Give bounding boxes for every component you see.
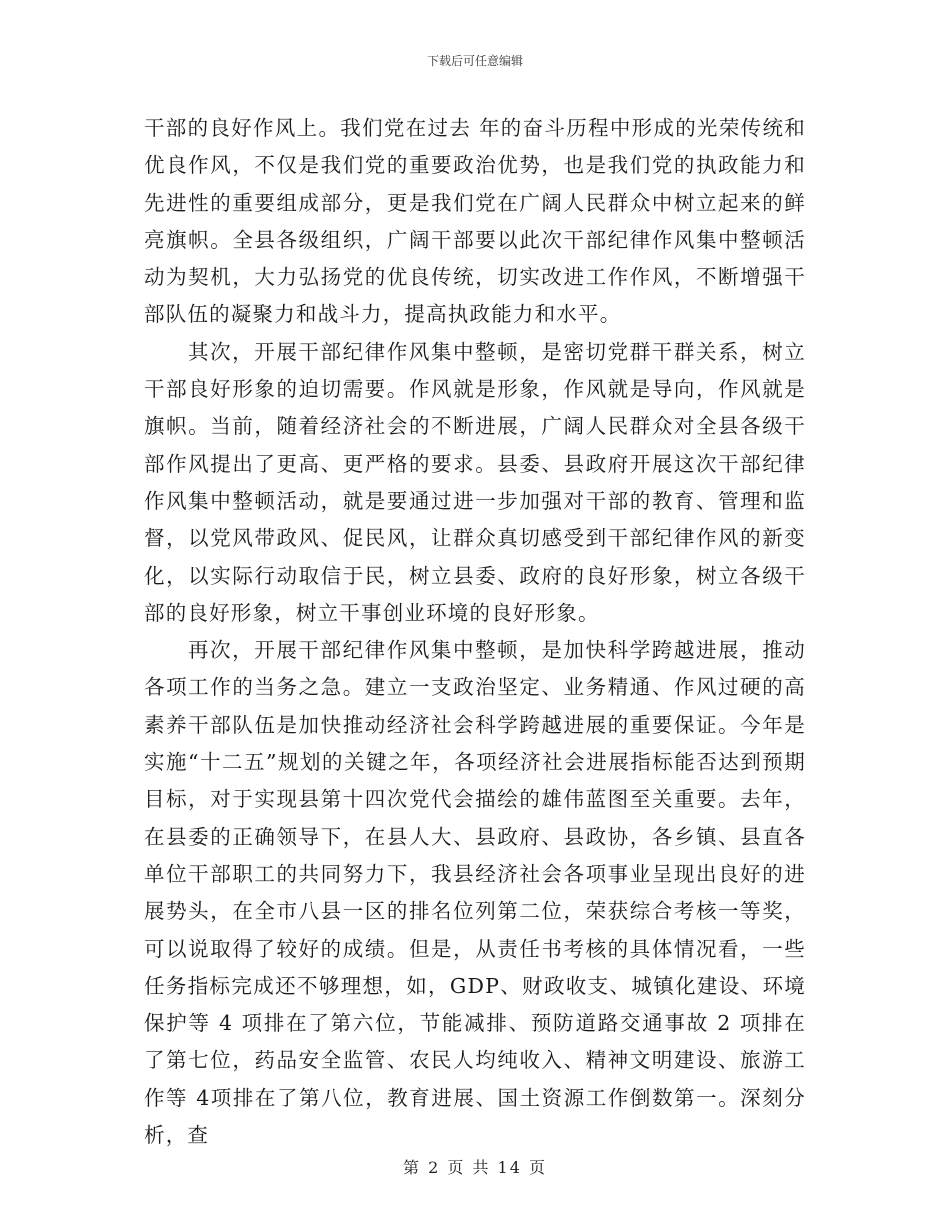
- paragraph-1: 干部的良好作风上。我们党在过去 年的奋斗历程中形成的光荣传统和优良作风，不仅是我们党的重要政治优势，也是我们党的执政能力和先进性的重要组成部分，更是我们党在广阔人民群众中树立起来的鲜亮旗帜。全县各级组织，广阔干部要以此次干部纪律作风集中整顿活动为契机，大力弘扬党的优良传统，切实改进工作作风，不断增强干部队伍的凝聚力和战斗力，提高执政能力和水平。: [144, 116, 806, 327]
- page-header: 下载后可任意编辑: [426, 54, 523, 68]
- paragraph-3: 再次，开展干部纪律作风集中整顿，是加快科学跨越进展，推动各项工作的当务之急。建立一支政治坚定、业务精通、作风过硬的高素养干部队伍是加快推动经济社会科学跨越进展的重要保证。今年是实施“十二五”规划的关键之年，各项经济社会进展指标能否达到预期目标，对于实现县第十四次党代会描绘的雄伟蓝图至关重要。去年，在县委的正确领导下，在县人大、县政府、县政协，各乡镇、县直各单位干部职工的共同努力下，我县经济社会各项事业呈现出良好的进展势头，在全市八县一区的排名位列第二位，荣获综合考核一等奖，可以说取得了较好的成绩。但是，从责任书考核的具体情况看，一些任务指标完成还不够理想，如，GDP、财政收支、城镇化建设、环境保护等 4 项排在了第六位，节能减排、预防道路交通事故 2 项排在了第七位，药品安全监管、农民人均纯收入、精神文明建设、旅游工作等 4项排在了第八位，教育进展、国土资源工作倒数第一。深刻分析，查: [144, 638, 806, 1148]
- document-body: [144, 110, 806, 1154]
- page-number-footer: 第 2 页 共 14 页: [403, 1158, 547, 1177]
- paragraph-2: 其次，开展干部纪律作风集中整顿，是密切党群干群关系，树立干部良好形象的迫切需要。作风就是形象，作风就是导向，作风就是旗帜。当前，随着经济社会的不断进展，广阔人民群众对全县各级干部作风提出了更高、更严格的要求。县委、县政府开展这次干部纪律作风集中整顿活动，就是要通过进一步加强对干部的教育、管理和监督，以党风带政风、促民风，让群众真切感受到干部纪律作风的新变化，以实际行动取信于民，树立县委、政府的良好形象，树立各级干部的良好形象，树立干事创业环境的良好形象。: [144, 339, 806, 625]
